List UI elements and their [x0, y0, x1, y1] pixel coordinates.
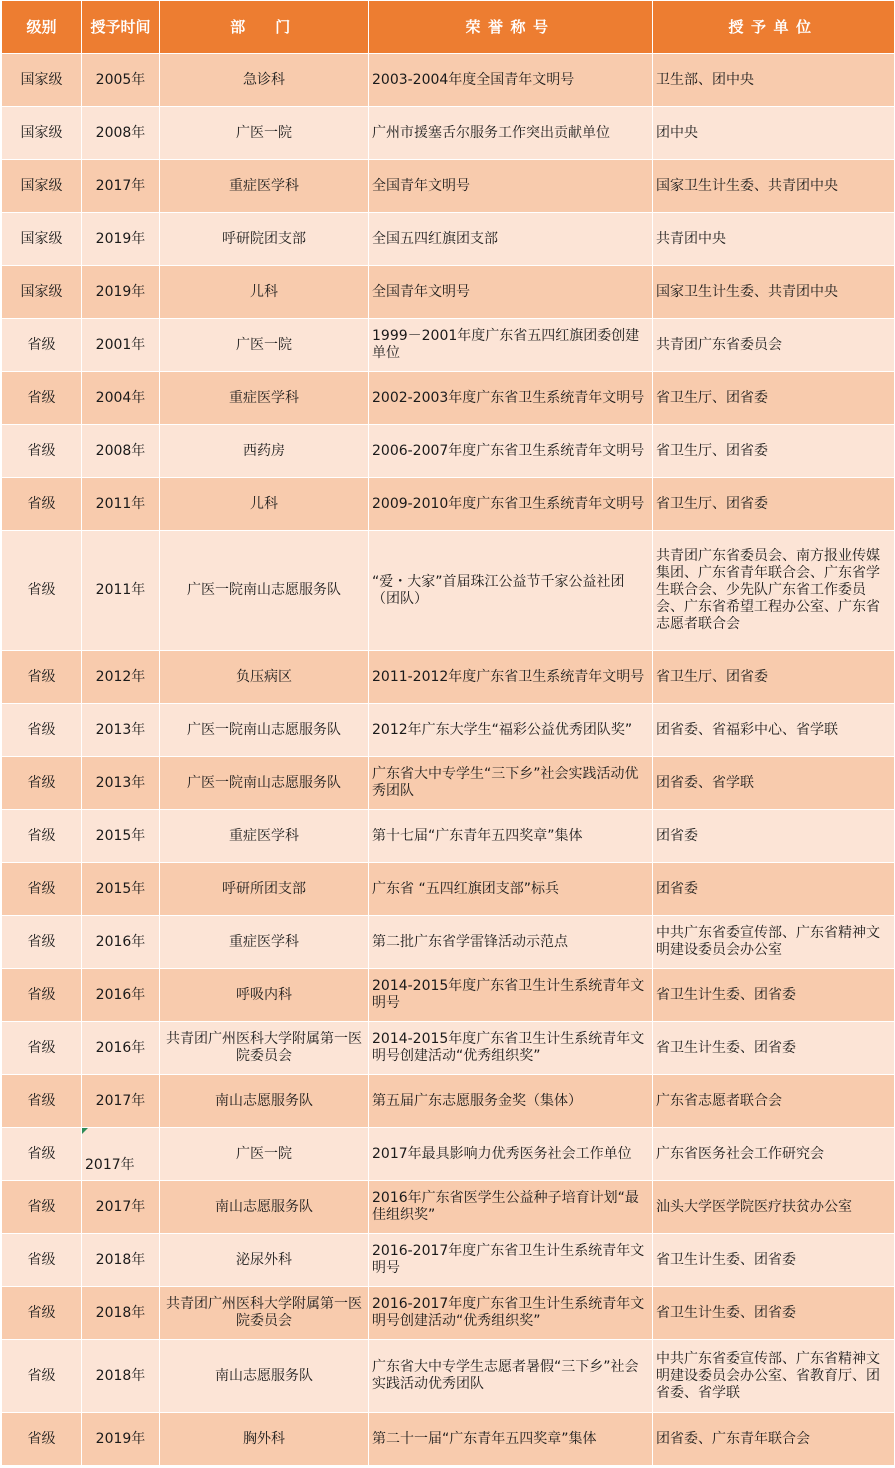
cell-year: 2005年 — [82, 54, 160, 107]
cell-dept: 呼研院团支部 — [160, 213, 369, 266]
cell-level: 省级 — [2, 916, 82, 969]
comment-marker-icon — [82, 1128, 88, 1134]
table-row — [2, 425, 895, 478]
table-row — [2, 757, 895, 810]
cell-honor: 2016-2017年度广东省卫生计生系统青年文明号 — [369, 1234, 653, 1287]
cell-year: 2018年 — [82, 1340, 160, 1413]
table-row — [2, 478, 895, 531]
cell-dept: 广医一院 — [160, 319, 369, 372]
cell-honor: 2003-2004年度全国青年文明号 — [369, 54, 653, 107]
cell-year: 2019年 — [82, 213, 160, 266]
cell-honor: 广东省大中专学生“三下乡”社会实践活动优秀团队 — [369, 757, 653, 810]
cell-year: 2008年 — [82, 425, 160, 478]
cell-unit: 中共广东省委宣传部、广东省精神文明建设委员会办公室 — [653, 916, 895, 969]
cell-unit: 团省委、省福彩中心、省学联 — [653, 704, 895, 757]
cell-year: 2011年 — [82, 478, 160, 531]
cell-honor: 2006-2007年度广东省卫生系统青年文明号 — [369, 425, 653, 478]
table-row — [2, 810, 895, 863]
cell-unit: 卫生部、团中央 — [653, 54, 895, 107]
cell-level: 国家级 — [2, 54, 82, 107]
cell-level: 省级 — [2, 319, 82, 372]
cell-unit: 省卫生厅、团省委 — [653, 372, 895, 425]
table-row — [2, 1340, 895, 1413]
header-level: 级别 — [2, 1, 82, 54]
honors-table — [1, 0, 895, 1466]
cell-honor: 2014-2015年度广东省卫生计生系统青年文明号创建活动“优秀组织奖” — [369, 1022, 653, 1075]
cell-level: 省级 — [2, 1287, 82, 1340]
cell-unit: 国家卫生计生委、共青团中央 — [653, 266, 895, 319]
cell-dept: 泌尿外科 — [160, 1234, 369, 1287]
table-row — [2, 213, 895, 266]
cell-dept: 重症医学科 — [160, 372, 369, 425]
header-row — [2, 1, 895, 54]
cell-level: 省级 — [2, 1413, 82, 1466]
cell-year — [82, 1128, 160, 1181]
cell-honor: 广东省大中专学生志愿者暑假“三下乡”社会实践活动优秀团队 — [369, 1340, 653, 1413]
cell-honor: 2002-2003年度广东省卫生系统青年文明号 — [369, 372, 653, 425]
cell-dept: 南山志愿服务队 — [160, 1075, 369, 1128]
table-row — [2, 1128, 895, 1181]
cell-dept: 儿科 — [160, 266, 369, 319]
cell-year: 2012年 — [82, 651, 160, 704]
table-row — [2, 651, 895, 704]
cell-unit: 省卫生厅、团省委 — [653, 425, 895, 478]
header-honor: 荣誉称号 — [369, 1, 653, 54]
table-row — [2, 1287, 895, 1340]
cell-year: 2017年 — [82, 1075, 160, 1128]
table-row — [2, 266, 895, 319]
table-row — [2, 372, 895, 425]
cell-dept: 胸外科 — [160, 1413, 369, 1466]
cell-dept: 广医一院南山志愿服务队 — [160, 704, 369, 757]
cell-level: 省级 — [2, 372, 82, 425]
cell-level: 国家级 — [2, 213, 82, 266]
cell-dept: 广医一院南山志愿服务队 — [160, 757, 369, 810]
cell-level: 省级 — [2, 425, 82, 478]
cell-year: 2016年 — [82, 1022, 160, 1075]
cell-honor: 第十七届“广东青年五四奖章”集体 — [369, 810, 653, 863]
cell-honor: 广州市援塞舌尔服务工作突出贡献单位 — [369, 107, 653, 160]
cell-level: 国家级 — [2, 107, 82, 160]
table-row — [2, 107, 895, 160]
cell-level: 省级 — [2, 969, 82, 1022]
cell-dept: 南山志愿服务队 — [160, 1181, 369, 1234]
cell-dept: 共青团广州医科大学附属第一医院委员会 — [160, 1287, 369, 1340]
cell-honor: 2017年最具影响力优秀医务社会工作单位 — [369, 1128, 653, 1181]
cell-year: 2013年 — [82, 757, 160, 810]
cell-level: 省级 — [2, 757, 82, 810]
header-dept: 部 门 — [160, 1, 369, 54]
table-row — [2, 319, 895, 372]
table-row — [2, 54, 895, 107]
cell-dept: 急诊科 — [160, 54, 369, 107]
cell-year: 2019年 — [82, 1413, 160, 1466]
cell-honor: 2016-2017年度广东省卫生计生系统青年文明号创建活动“优秀组织奖” — [369, 1287, 653, 1340]
cell-unit: 国家卫生计生委、共青团中央 — [653, 160, 895, 213]
cell-dept: 南山志愿服务队 — [160, 1340, 369, 1413]
cell-unit: 省卫生厅、团省委 — [653, 651, 895, 704]
cell-year: 2016年 — [82, 969, 160, 1022]
cell-unit: 中共广东省委宣传部、广东省精神文明建设委员会办公室、省教育厅、团省委、省学联 — [653, 1340, 895, 1413]
cell-unit: 广东省志愿者联合会 — [653, 1075, 895, 1128]
cell-unit: 团省委、广东青年联合会 — [653, 1413, 895, 1466]
table-row — [2, 969, 895, 1022]
cell-honor: 全国青年文明号 — [369, 160, 653, 213]
cell-level: 省级 — [2, 1128, 82, 1181]
table-row — [2, 1234, 895, 1287]
table-row — [2, 531, 895, 651]
cell-year: 2011年 — [82, 531, 160, 651]
cell-dept: 广医一院 — [160, 1128, 369, 1181]
cell-year: 2008年 — [82, 107, 160, 160]
cell-unit: 共青团广东省委员会 — [653, 319, 895, 372]
cell-honor: 广东省 “五四红旗团支部”标兵 — [369, 863, 653, 916]
cell-year: 2016年 — [82, 916, 160, 969]
cell-dept: 西药房 — [160, 425, 369, 478]
cell-honor: 2009-2010年度广东省卫生系统青年文明号 — [369, 478, 653, 531]
cell-dept: 重症医学科 — [160, 916, 369, 969]
cell-unit: 省卫生厅、团省委 — [653, 478, 895, 531]
cell-unit: 省卫生计生委、团省委 — [653, 1022, 895, 1075]
cell-honor: 全国五四红旗团支部 — [369, 213, 653, 266]
cell-dept: 共青团广州医科大学附属第一医院委员会 — [160, 1022, 369, 1075]
cell-year: 2001年 — [82, 319, 160, 372]
cell-unit: 团省委 — [653, 863, 895, 916]
cell-level: 省级 — [2, 1234, 82, 1287]
cell-level: 省级 — [2, 651, 82, 704]
cell-honor: 2011-2012年度广东省卫生系统青年文明号 — [369, 651, 653, 704]
cell-honor: 2016年广东省医学生公益种子培育计划“最佳组织奖” — [369, 1181, 653, 1234]
cell-level: 省级 — [2, 863, 82, 916]
cell-unit: 团中央 — [653, 107, 895, 160]
cell-dept: 广医一院 — [160, 107, 369, 160]
cell-honor: 第二十一届“广东青年五四奖章”集体 — [369, 1413, 653, 1466]
cell-honor: “爱・大家”首届珠江公益节千家公益社团（团队） — [369, 531, 653, 651]
table-row — [2, 160, 895, 213]
cell-dept: 重症医学科 — [160, 810, 369, 863]
cell-year: 2015年 — [82, 810, 160, 863]
cell-year: 2018年 — [82, 1287, 160, 1340]
cell-unit: 共青团广东省委员会、南方报业传媒集团、广东省青年联合会、广东省学生联合会、少先队广东省工作委员会、广东省希望工程办公室、广东省志愿者联合会 — [653, 531, 895, 651]
cell-unit: 团省委、省学联 — [653, 757, 895, 810]
header-unit: 授予单位 — [653, 1, 895, 54]
cell-year: 2017年 — [82, 1181, 160, 1234]
cell-level: 省级 — [2, 1181, 82, 1234]
cell-level: 省级 — [2, 1075, 82, 1128]
cell-year: 2004年 — [82, 372, 160, 425]
cell-dept: 儿科 — [160, 478, 369, 531]
table-row — [2, 1413, 895, 1466]
cell-year: 2017年 — [82, 160, 160, 213]
cell-honor: 2012年广东大学生“福彩公益优秀团队奖” — [369, 704, 653, 757]
cell-year: 2019年 — [82, 266, 160, 319]
table-row — [2, 1022, 895, 1075]
cell-year: 2015年 — [82, 863, 160, 916]
cell-unit: 省卫生计生委、团省委 — [653, 1287, 895, 1340]
cell-unit: 汕头大学医学院医疗扶贫办公室 — [653, 1181, 895, 1234]
cell-dept: 重症医学科 — [160, 160, 369, 213]
cell-level: 国家级 — [2, 160, 82, 213]
cell-honor: 全国青年文明号 — [369, 266, 653, 319]
table-row — [2, 916, 895, 969]
cell-level: 省级 — [2, 478, 82, 531]
table-row — [2, 1075, 895, 1128]
cell-unit: 共青团中央 — [653, 213, 895, 266]
cell-unit: 广东省医务社会工作研究会 — [653, 1128, 895, 1181]
cell-honor: 2014-2015年度广东省卫生计生系统青年文明号 — [369, 969, 653, 1022]
table-row — [2, 863, 895, 916]
cell-year: 2013年 — [82, 704, 160, 757]
table-body — [2, 54, 895, 1466]
cell-year-text: 2017年 — [85, 1157, 135, 1173]
cell-unit: 省卫生计生委、团省委 — [653, 969, 895, 1022]
header-time: 授予时间 — [82, 1, 160, 54]
cell-level: 国家级 — [2, 266, 82, 319]
cell-dept: 广医一院南山志愿服务队 — [160, 531, 369, 651]
cell-level: 省级 — [2, 810, 82, 863]
cell-level: 省级 — [2, 1022, 82, 1075]
cell-unit: 团省委 — [653, 810, 895, 863]
cell-dept: 呼研所团支部 — [160, 863, 369, 916]
table-row — [2, 1181, 895, 1234]
cell-level: 省级 — [2, 531, 82, 651]
cell-dept: 呼吸内科 — [160, 969, 369, 1022]
cell-year: 2018年 — [82, 1234, 160, 1287]
cell-level: 省级 — [2, 1340, 82, 1413]
table-row — [2, 704, 895, 757]
cell-honor: 第二批广东省学雷锋活动示范点 — [369, 916, 653, 969]
cell-honor: 第五届广东志愿服务金奖（集体） — [369, 1075, 653, 1128]
cell-unit: 省卫生计生委、团省委 — [653, 1234, 895, 1287]
cell-level: 省级 — [2, 704, 82, 757]
cell-honor: 1999－2001年度广东省五四红旗团委创建单位 — [369, 319, 653, 372]
cell-dept: 负压病区 — [160, 651, 369, 704]
